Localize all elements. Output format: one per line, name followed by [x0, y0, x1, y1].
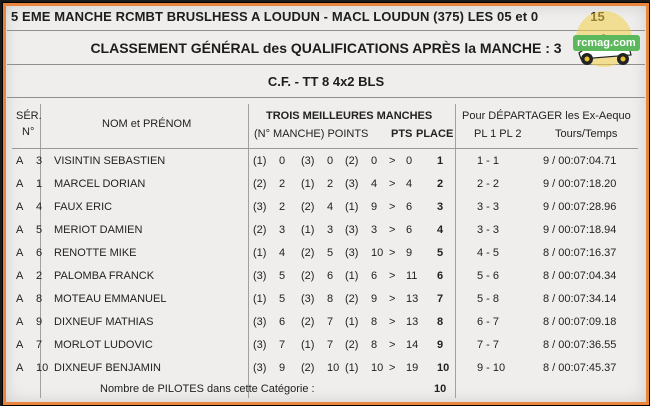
- cell-m3: (1): [345, 201, 359, 213]
- cell-p1: 2: [279, 201, 286, 213]
- cell-p2: 7: [327, 339, 334, 351]
- cell-m1: (3): [253, 316, 267, 328]
- cell-m3: (2): [345, 155, 359, 167]
- cell-pl: 2 - 2: [477, 178, 500, 190]
- cell-m1: (3): [253, 362, 267, 374]
- cell-pl: 3 - 3: [477, 224, 500, 236]
- cell-m3: (3): [345, 224, 359, 236]
- header-name: NOM et PRÉNOM: [102, 118, 192, 130]
- cell-arrow: >: [389, 293, 396, 305]
- cell-pl: 9 - 10: [477, 362, 506, 374]
- cell-m2: (1): [301, 224, 315, 236]
- category-title: C.F. - TT 8 4x2 BLS: [267, 74, 385, 89]
- results-table: [12, 104, 638, 401]
- cell-m1: (2): [253, 178, 267, 190]
- cell-num: 3: [36, 155, 43, 167]
- cell-num: 2: [36, 270, 43, 282]
- cell-name: DIXNEUF MATHIAS: [54, 316, 154, 328]
- cell-ser: A: [16, 155, 24, 167]
- cell-tt: 8 / 00:07:04.34: [543, 270, 617, 282]
- cell-m3: (1): [345, 270, 359, 282]
- cell-pts: 0: [406, 155, 413, 167]
- cell-tt: 8 / 00:07:45.37: [543, 362, 617, 374]
- ranking-title: CLASSEMENT GÉNÉRAL des QUALIFICATIONS APRÈS la MANCHE : 3: [90, 40, 562, 56]
- cell-m1: (3): [253, 339, 267, 351]
- cell-place: 8: [437, 316, 444, 328]
- cell-pts: 19: [406, 362, 419, 374]
- table-row: [12, 265, 638, 288]
- header-laps-time: Tours/Temps: [555, 128, 618, 140]
- cell-p1: 7: [279, 339, 286, 351]
- cell-num: 7: [36, 339, 43, 351]
- cell-place: 2: [437, 178, 444, 190]
- cell-place: 3: [437, 201, 444, 213]
- cell-p3: 8: [371, 316, 378, 328]
- cell-name: RENOTTE MIKE: [54, 247, 137, 259]
- cell-p3: 9: [371, 201, 378, 213]
- cell-num: 6: [36, 247, 43, 259]
- cell-place: 1: [437, 155, 444, 167]
- cell-m3: (1): [345, 362, 359, 374]
- cell-num: 1: [36, 178, 43, 190]
- cell-tt: 9 / 00:07:28.96: [543, 201, 617, 213]
- header-round-points: (N° MANCHE) POINTS: [254, 128, 369, 140]
- cell-place: 5: [437, 247, 444, 259]
- cell-m1: (1): [253, 293, 267, 305]
- cell-arrow: >: [389, 339, 396, 351]
- cell-p1: 9: [279, 362, 286, 374]
- table-row: [12, 288, 638, 311]
- cell-p2: 6: [327, 270, 334, 282]
- cell-m1: (3): [253, 270, 267, 282]
- pilot-count-label: Nombre de PILOTES dans cette Catégorie :: [100, 383, 315, 395]
- cell-m3: (1): [345, 316, 359, 328]
- cell-name: MOTEAU EMMANUEL: [54, 293, 167, 305]
- cell-ser: A: [16, 362, 24, 374]
- cell-pts: 13: [406, 293, 419, 305]
- table-row: [12, 150, 638, 173]
- divider: [7, 97, 645, 98]
- cell-m3: (3): [345, 178, 359, 190]
- divider: [7, 64, 645, 65]
- cell-m1: (1): [253, 155, 267, 167]
- cell-p2: 7: [327, 316, 334, 328]
- cell-m2: (3): [301, 155, 315, 167]
- event-title: [11, 9, 643, 24]
- cell-ser: A: [16, 178, 24, 190]
- cell-place: 10: [437, 362, 450, 374]
- logo-text: rcmag.com: [573, 35, 640, 51]
- pilot-count-value: 10: [434, 383, 447, 395]
- cell-p1: 5: [279, 270, 286, 282]
- cell-name: MERIOT DAMIEN: [54, 224, 143, 236]
- rcmag-logo: [567, 9, 641, 71]
- cell-m2: (2): [301, 247, 315, 259]
- cell-pts: 9: [406, 247, 413, 259]
- cell-p2: 8: [327, 293, 334, 305]
- cell-pts: 14: [406, 339, 419, 351]
- cell-name: DIXNEUF BENJAMIN: [54, 362, 161, 374]
- cell-p1: 0: [279, 155, 286, 167]
- cell-num: 9: [36, 316, 43, 328]
- cell-p1: 4: [279, 247, 286, 259]
- cell-m3: (2): [345, 339, 359, 351]
- cell-p2: 4: [327, 201, 334, 213]
- cell-p1: 6: [279, 316, 286, 328]
- cell-name: PALOMBA FRANCK: [54, 270, 155, 282]
- table-row: [12, 242, 638, 265]
- cell-p3: 0: [371, 155, 378, 167]
- cell-pl: 1 - 1: [477, 155, 500, 167]
- cell-arrow: >: [389, 316, 396, 328]
- cell-m3: (2): [345, 293, 359, 305]
- table-row: [12, 219, 638, 242]
- cell-pts: 13: [406, 316, 419, 328]
- cell-num: 10: [36, 362, 49, 374]
- cell-m2: (2): [301, 270, 315, 282]
- header-best-rounds: TROIS MEILLEURES MANCHES: [266, 110, 433, 122]
- cell-p3: 8: [371, 339, 378, 351]
- cell-pl: 5 - 6: [477, 270, 500, 282]
- header-series: SÉR.: [16, 110, 42, 122]
- cell-arrow: >: [389, 247, 396, 259]
- cell-arrow: >: [389, 362, 396, 374]
- table-row: [12, 173, 638, 196]
- cell-num: 4: [36, 201, 43, 213]
- header-number: N°: [22, 126, 35, 138]
- table-row: [12, 357, 638, 380]
- cell-m2: (2): [301, 316, 315, 328]
- cell-m1: (3): [253, 201, 267, 213]
- cell-num: 8: [36, 293, 43, 305]
- cell-ser: A: [16, 247, 24, 259]
- cell-arrow: >: [389, 201, 396, 213]
- pilot-count: [12, 383, 638, 399]
- cell-p1: 5: [279, 293, 286, 305]
- cell-p2: 0: [327, 155, 334, 167]
- cell-tt: 8 / 00:07:34.14: [543, 293, 617, 305]
- cell-ser: A: [16, 270, 24, 282]
- cell-pl: 3 - 3: [477, 201, 500, 213]
- cell-num: 5: [36, 224, 43, 236]
- cell-tt: 8 / 00:07:09.18: [543, 316, 617, 328]
- cell-m2: (2): [301, 201, 315, 213]
- cell-pl: 4 - 5: [477, 247, 500, 259]
- table-row: [12, 334, 638, 357]
- cell-name: FAUX ERIC: [54, 201, 113, 213]
- cell-name: MORLOT LUDOVIC: [54, 339, 153, 351]
- cell-m2: (1): [301, 178, 315, 190]
- header-pl: PL 1 PL 2: [474, 128, 522, 140]
- cell-ser: A: [16, 316, 24, 328]
- cell-pts: 6: [406, 224, 413, 236]
- cell-tt: 9 / 00:07:18.20: [543, 178, 617, 190]
- table-row: [12, 311, 638, 334]
- cell-p3: 4: [371, 178, 378, 190]
- cell-pts: 6: [406, 201, 413, 213]
- table-header: [12, 104, 638, 149]
- cell-place: 7: [437, 293, 444, 305]
- cell-p2: 2: [327, 178, 334, 190]
- event-title-text: 5 EME MANCHE RCMBT BRUSLHESS A LOUDUN - MACL LOUDUN (375) LES 05 et 0: [11, 9, 539, 24]
- cell-p3: 6: [371, 270, 378, 282]
- cell-tt: 8 / 00:07:16.37: [543, 247, 617, 259]
- cell-p3: 3: [371, 224, 378, 236]
- cell-place: 6: [437, 270, 444, 282]
- cell-m1: (1): [253, 247, 267, 259]
- cell-m1: (2): [253, 224, 267, 236]
- cell-arrow: >: [389, 155, 396, 167]
- cell-p2: 5: [327, 247, 334, 259]
- header-place: PLACE: [416, 128, 454, 140]
- cell-m2: (1): [301, 339, 315, 351]
- cell-tt: 9 / 00:07:18.94: [543, 224, 617, 236]
- cell-arrow: >: [389, 178, 396, 190]
- header-tiebreak: Pour DÉPARTAGER les Ex-Aequo: [462, 110, 631, 122]
- cell-tt: 9 / 00:07:04.71: [543, 155, 617, 167]
- cell-p1: 3: [279, 224, 286, 236]
- cell-ser: A: [16, 201, 24, 213]
- cell-p2: 3: [327, 224, 334, 236]
- cell-m2: (3): [301, 293, 315, 305]
- header-pts: PTS: [391, 128, 413, 140]
- cell-pts: 4: [406, 178, 413, 190]
- cell-pts: 11: [406, 270, 418, 282]
- table-row: [12, 196, 638, 219]
- cell-p3: 10: [371, 362, 384, 374]
- cell-pl: 7 - 7: [477, 339, 500, 351]
- cell-arrow: >: [389, 270, 396, 282]
- cell-arrow: >: [389, 224, 396, 236]
- cell-tt: 8 / 00:07:36.55: [543, 339, 617, 351]
- cell-place: 4: [437, 224, 444, 236]
- cell-ser: A: [16, 224, 24, 236]
- cell-ser: A: [16, 293, 24, 305]
- results-sheet: [2, 2, 650, 406]
- cell-p2: 10: [327, 362, 340, 374]
- cell-m2: (2): [301, 362, 315, 374]
- cell-pl: 6 - 7: [477, 316, 500, 328]
- cell-m3: (3): [345, 247, 359, 259]
- divider: [7, 30, 645, 31]
- cell-p3: 10: [371, 247, 384, 259]
- cell-name: VISINTIN SEBASTIEN: [54, 155, 166, 167]
- cell-p3: 9: [371, 293, 378, 305]
- cell-pl: 5 - 8: [477, 293, 500, 305]
- cell-place: 9: [437, 339, 444, 351]
- cell-name: MARCEL DORIAN: [54, 178, 146, 190]
- cell-ser: A: [16, 339, 24, 351]
- cell-p1: 2: [279, 178, 286, 190]
